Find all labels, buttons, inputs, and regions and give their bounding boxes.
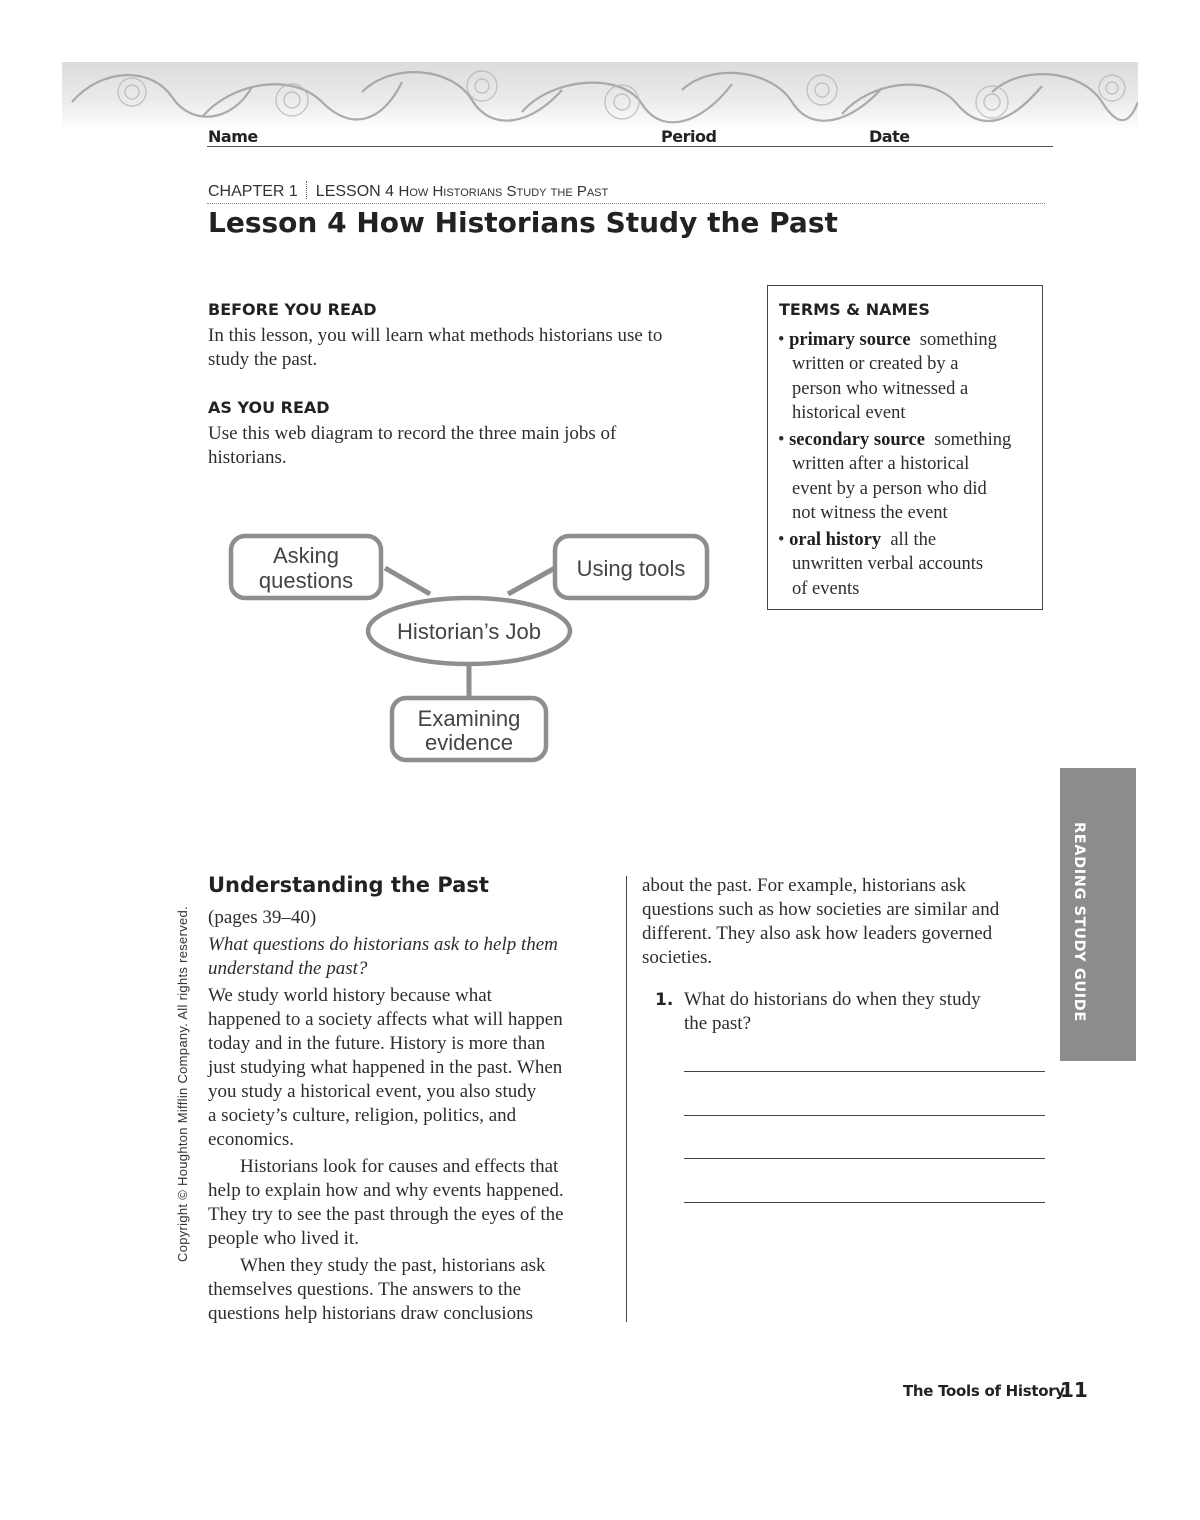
- as-you-read-text: [208, 422, 748, 470]
- before-you-read-heading: BEFORE YOU READ: [208, 300, 377, 319]
- text-line: questions such as how societies are similar and: [642, 899, 1000, 920]
- date-label: Date: [869, 127, 910, 146]
- term-text: event by a person who did: [792, 478, 987, 499]
- text-line: Use this web diagram to record the three main jobs of: [208, 423, 617, 444]
- text-line: societies.: [642, 947, 713, 968]
- node-examining-evidence: [392, 698, 546, 760]
- text-line: different. They also ask how leaders governed: [642, 923, 993, 944]
- term-text: unwritten verbal accounts: [792, 554, 984, 575]
- node-asking-line2: questions: [258, 568, 354, 593]
- term-text: not witness the event: [792, 502, 948, 523]
- text-line: understand the past?: [208, 958, 368, 979]
- text-line: What do historians do when they study: [684, 989, 981, 1010]
- text-line: a society’s culture, religion, politics, and: [208, 1105, 517, 1126]
- text-line: Historians look for causes and effects that: [240, 1156, 559, 1177]
- term-text: something: [934, 430, 1012, 450]
- page-title: Lesson 4 How Historians Study the Past: [208, 206, 838, 239]
- node-center-label: Historian’s Job: [397, 619, 541, 644]
- terms-heading: TERMS & NAMES: [779, 300, 930, 319]
- breadcrumb-chapter: CHAPTER 1: [208, 183, 298, 200]
- node-tools-label: Using tools: [576, 556, 686, 581]
- text-line: economics.: [208, 1129, 295, 1150]
- term-text: of events: [792, 578, 860, 599]
- column-divider: [626, 876, 627, 1322]
- before-you-read-text: [208, 324, 748, 372]
- text-line: questions help historians draw conclusions: [208, 1303, 534, 1324]
- text-line: you study a historical event, you also study: [208, 1081, 537, 1102]
- header-rule: [207, 146, 1053, 147]
- section-heading: Understanding the Past: [208, 873, 489, 897]
- terms-and-names-box: [767, 285, 1043, 610]
- decorative-banner: [62, 62, 1138, 130]
- period-label: Period: [661, 127, 717, 146]
- node-asking-questions: [231, 536, 381, 598]
- text-line: historians.: [208, 447, 287, 468]
- text-line: today and in the future. History is more than: [208, 1033, 546, 1054]
- section-pages: (pages 39–40): [208, 907, 317, 928]
- section-column-1: [208, 984, 620, 1326]
- text-line: study the past.: [208, 349, 318, 370]
- term-name: primary source: [789, 330, 911, 350]
- as-you-read-heading: AS YOU READ: [208, 398, 330, 417]
- text-line: themselves questions. The answers to the: [208, 1279, 522, 1300]
- footer-book-title: The Tools of History: [903, 1382, 1065, 1400]
- term-text: all the: [890, 530, 937, 550]
- breadcrumb-separator: [306, 181, 308, 199]
- breadcrumb-lesson: LESSON 4: [315, 183, 395, 200]
- question-1-number: 1.: [655, 990, 674, 1010]
- connector-tools: [508, 568, 555, 594]
- section-column-2: [642, 874, 1052, 970]
- term-text: written after a historical: [792, 454, 970, 475]
- answer-line[interactable]: [684, 1202, 1045, 1203]
- breadcrumb-rule: [207, 203, 1045, 204]
- term-name: oral history: [789, 530, 882, 550]
- text-line: We study world history because what: [208, 985, 492, 1006]
- term-text: historical event: [792, 402, 906, 423]
- answer-line[interactable]: [684, 1115, 1045, 1116]
- text-line: happened to a society affects what will happen: [208, 1009, 563, 1030]
- text-line: They try to see the past through the eyes of the: [208, 1204, 564, 1225]
- name-label: Name: [208, 127, 258, 146]
- text-line: help to explain how and why events happened.: [208, 1180, 564, 1201]
- reading-study-guide-tab: [1060, 768, 1136, 1061]
- node-historians-job: [368, 598, 570, 664]
- side-tab-label: READING STUDY GUIDE: [1071, 822, 1087, 1022]
- question-1-text: [684, 988, 1044, 1036]
- node-using-tools: [555, 536, 707, 598]
- term-text: person who witnessed a: [792, 378, 969, 399]
- text-line: When they study the past, historians ask: [240, 1255, 546, 1276]
- page-number: 11: [1060, 1378, 1088, 1402]
- answer-line[interactable]: [684, 1071, 1045, 1072]
- text-line: In this lesson, you will learn what methods historians use to: [208, 325, 663, 346]
- node-evidence-line2: evidence: [424, 730, 514, 755]
- copyright-text: Copyright © Houghton Mifflin Company. All rights reserved.: [175, 906, 190, 1262]
- node-evidence-line1: Examining: [417, 706, 521, 731]
- breadcrumb-topic: How Historians Study the Past: [398, 183, 609, 200]
- term-name: secondary source: [789, 430, 925, 450]
- text-line: just studying what happened in the past. When: [208, 1057, 563, 1078]
- section-question: [208, 933, 618, 981]
- term-secondary-source: • secondary source something written after a historical event by a person who did not witness the event: [778, 428, 1040, 525]
- copyright-notice: [161, 886, 190, 1262]
- web-diagram: [225, 528, 715, 768]
- connector-asking: [385, 568, 430, 594]
- text-line: about the past. For example, historians ask: [642, 875, 966, 896]
- breadcrumb: [208, 181, 608, 201]
- text-line: the past?: [684, 1013, 752, 1034]
- term-text: written or created by a: [792, 354, 959, 375]
- answer-line[interactable]: [684, 1158, 1045, 1159]
- text-line: people who lived it.: [208, 1228, 359, 1249]
- term-text: something: [919, 330, 997, 350]
- text-line: What questions do historians ask to help them: [208, 934, 558, 955]
- term-primary-source: • primary source something written or created by a person who witnessed a historical event: [778, 328, 1040, 425]
- term-oral-history: • oral history all the unwritten verbal accounts of events: [778, 528, 1040, 601]
- node-asking-line1: Asking: [272, 543, 340, 568]
